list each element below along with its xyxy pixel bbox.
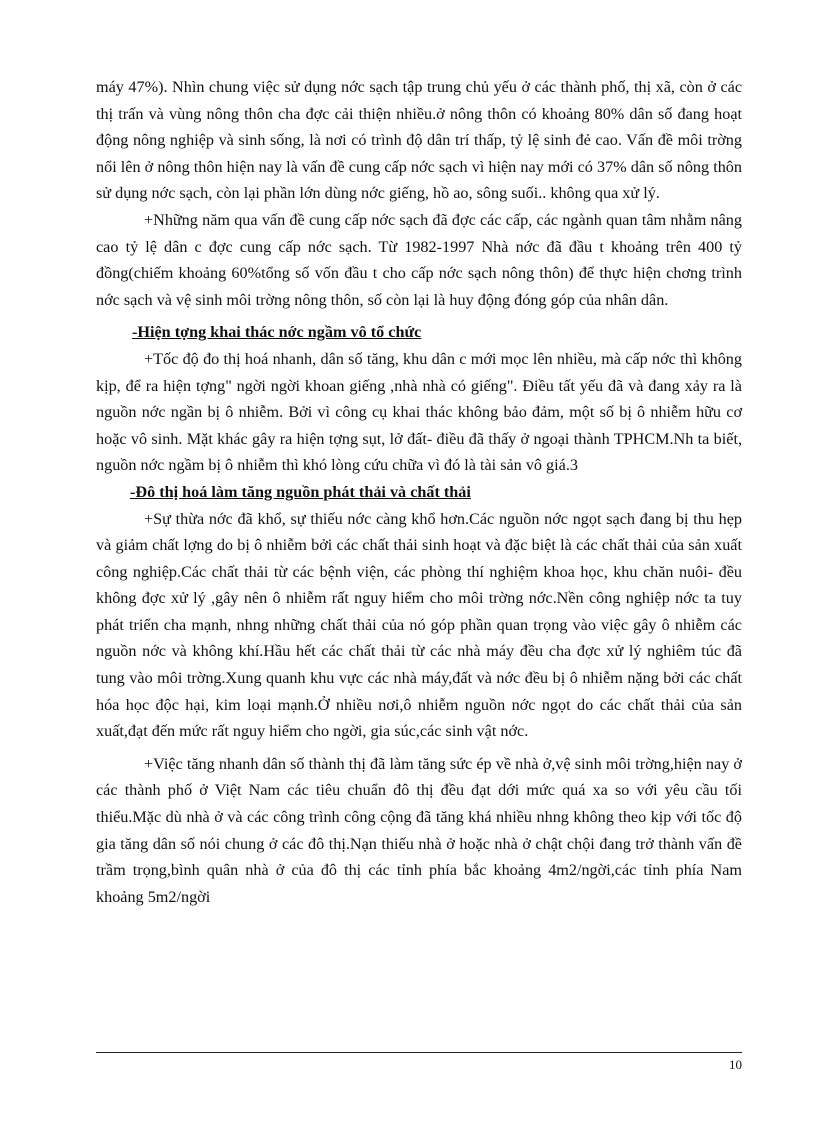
paragraph-urban-housing: +Việc tăng nhanh dân số thành thị đã làm tăng sức ép về nhà ở,vệ sinh môi trờng,hiện nay ở các thành phố ở Việt Nam các tiêu chuẩn đô thị đều đạt dới mức quá xa so với yêu cầu tối thiểu.Mặc dù nhà ở và các công trình công cộng đã tăng khá nhiều nhng không theo kịp với tốc độ gia tăng dân số nói chung ở các đô thị.Nạn thiếu nhà ở hoặc nhà ở chật chội đang trở thành vấn đề trầm trọng,bình quân nhà ở của đô thị các tỉnh phía bắc khoảng 4m2/ngời,các tỉnh phía Nam khoảng 5m2/ngời	[96, 754, 742, 906]
paragraph-water-usage: máy 47%). Nhìn chung việc sử dụng nớc sạch tập trung chủ yếu ở các thành phố, thị xã, còn ở các thị trấn và vùng nông thôn cha đợc cải thiện nhiều.ở nông thôn có khoảng 80% dân số đang hoạt động nông nghiệp và sinh sống, là nơi có trình độ dân trí thấp, tỷ lệ sinh đẻ cao. Vấn đề môi trờng nổi lên ở nông thôn hiện nay là vấn đề cung cấp nớc sạch vì hiện nay mới có 37% dân số nông thôn sử dụng nớc sạch, còn lại phần lớn dùng nớc giếng, hồ ao, sông suối.. không qua xử lý.	[96, 78, 742, 203]
heading-urbanization-waste: -Đô thị hoá làm tăng nguồn phát thải và chất thải	[130, 482, 471, 501]
paragraph-clean-water-investment: +Những năm qua vấn đề cung cấp nớc sạch đã đợc các cấp, các ngành quan tâm nhằm nâng cao tỷ lệ dân c đợc cung cấp nớc sạch. Từ 1982-1997 Nhà nớc đã đầu t khoảng trên 400 tỷ đồng(chiếm khoảng 60%tổng số vốn đầu t cho cấp nớc sạch nông thôn) để thực hiện chơng trình nớc sạch và vệ sinh môi trờng nông thôn, số còn lại là huy động đóng góp của nhân dân.	[96, 210, 742, 309]
document-page	[96, 74, 742, 910]
paragraph-groundwater: +Tốc độ đo thị hoá nhanh, dân số tăng, khu dân c mới mọc lên nhiều, mà cấp nớc thì không kịp, để ra hiện tợng" ngời ngời khoan giếng ,nhà nhà có giếng". Điều tất yếu đã và đang xảy ra là nguồn nớc ngần bị ô nhiễm. Bởi vì công cụ khai thác không bảo đảm, một số bị ô nhiễm hữu cơ hoặc vô sinh. Mặt khác gây ra hiện tợng sụt, lở đất- điều đã thấy ở ngoại thành TPHCM.Nh ta biết, nguồn nớc ngầm bị ô nhiễm thì khó lòng cứu chữa vì đó là tài sản vô giá.3	[96, 349, 742, 475]
page-number: 10	[729, 1057, 742, 1072]
heading-groundwater-exploitation: -Hiện tợng khai thác nớc ngầm vô tổ chức	[132, 323, 422, 342]
footer-divider	[96, 1052, 742, 1053]
paragraph-water-pollution: +Sự thừa nớc đã khổ, sự thiếu nớc càng khổ hơn.Các nguồn nớc ngọt sạch đang bị thu hẹp và giảm chất lợng do bị ô nhiễm bởi các chất thải sinh hoạt và đặc biệt là các chất thải của sản xuất công nghiệp.Các chất thải từ các bệnh viện, các phòng thí nghiệm khoa học, khu chăn nuôi- đều không đợc xử lý ,gây nên ô nhiễm rất nguy hiểm cho môi trờng nớc.Nền công nghiệp nớc ta tuy phát triển cha mạnh, nhng những chất thải của nó góp phần quan trọng vào việc gây ô nhiễm các nguồn nớc và không khí.Hầu hết các chất thải từ các nhà máy đều cha đợc xử lý nghiêm túc đã tung vào môi trờng.Xung quanh khu vực các nhà máy,đất và nớc đều bị ô nhiễm nặng bởi các chất hóa học độc hại, kim loại mạnh.Ở nhiều nơi,ô nhiễm nguồn nớc ngọt do các chất thải của sản xuất,đạt đến mức rất nguy hiểm cho ngời, gia súc,các sinh vật nớc.	[96, 509, 742, 741]
